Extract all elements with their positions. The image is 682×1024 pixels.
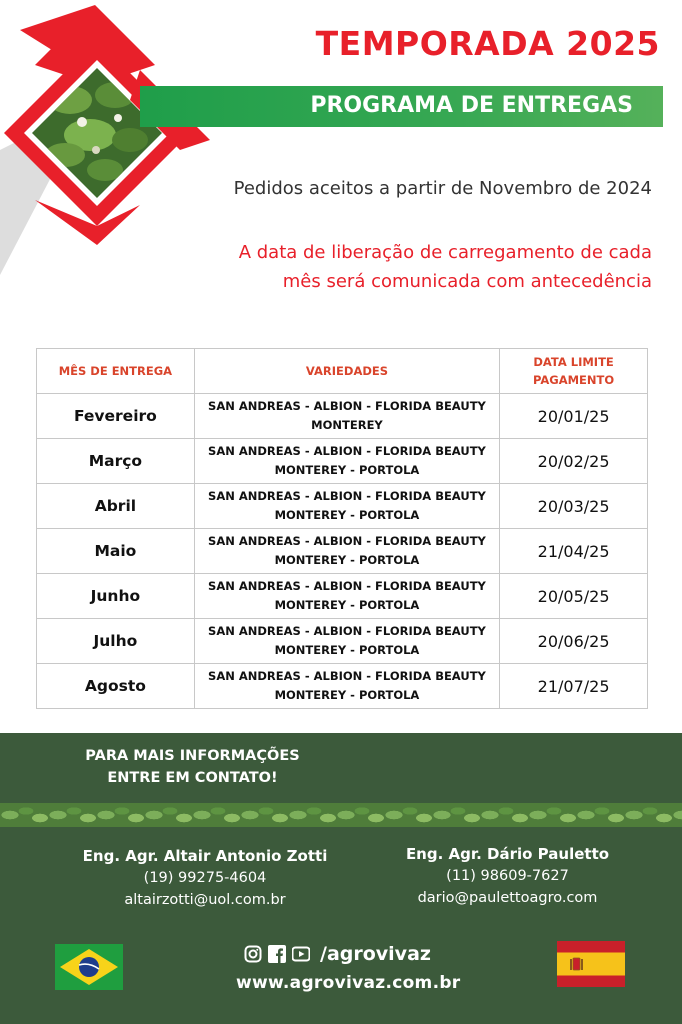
table-row <box>37 529 648 574</box>
row-date: 20/03/25 <box>500 484 648 529</box>
header-varieties: VARIEDADES <box>194 349 499 394</box>
table-row <box>37 664 648 709</box>
contact-heading-line-2: ENTRE EM CONTATO! <box>107 770 278 786</box>
row-varieties <box>194 439 499 484</box>
contact-email[interactable]: altairzotti@uol.com.br <box>124 892 286 908</box>
contact-card-zotti <box>60 845 350 911</box>
row-date: 21/04/25 <box>500 529 648 574</box>
program-banner-label: PROGRAMA DE ENTREGAS <box>310 93 633 118</box>
varieties-line-1: SAN ANDREAS - ALBION - FLORIDA BEAUTY <box>208 444 486 458</box>
row-month: Julho <box>37 619 195 664</box>
delivery-schedule-table <box>36 348 648 709</box>
header-month: MÊS DE ENTREGA <box>37 349 195 394</box>
contact-heading <box>60 745 325 789</box>
header-deadline-line-2: PAGAMENTO <box>532 373 615 387</box>
contact-phone[interactable]: (19) 99275-4604 <box>143 870 267 886</box>
contact-footer <box>0 733 682 1024</box>
release-date-note <box>239 238 652 296</box>
contact-name: Eng. Agr. Dário Pauletto <box>405 845 610 863</box>
varieties-line-1: SAN ANDREAS - ALBION - FLORIDA BEAUTY <box>208 669 486 683</box>
varieties-line-1: SAN ANDREAS - ALBION - FLORIDA BEAUTY <box>208 399 486 413</box>
varieties-line-2: MONTEREY - PORTOLA <box>274 688 420 702</box>
row-varieties <box>194 394 499 439</box>
varieties-line-1: SAN ANDREAS - ALBION - FLORIDA BEAUTY <box>208 489 486 503</box>
row-varieties <box>194 529 499 574</box>
row-month: Agosto <box>37 664 195 709</box>
row-month: Junho <box>37 574 195 619</box>
varieties-line-1: SAN ANDREAS - ALBION - FLORIDA BEAUTY <box>208 534 486 548</box>
table-row <box>37 439 648 484</box>
varieties-line-2: MONTEREY - PORTOLA <box>274 463 420 477</box>
table-header-row <box>37 349 648 394</box>
header-deadline <box>500 349 648 394</box>
row-month: Abril <box>37 484 195 529</box>
contact-email[interactable]: dario@paulettoagro.com <box>417 890 598 906</box>
website-link[interactable]: www.agrovivaz.com.br <box>236 973 461 993</box>
program-banner <box>140 86 663 127</box>
leaf-strip-decoration <box>0 803 682 827</box>
table-row <box>37 394 648 439</box>
spain-flag-icon <box>557 941 625 987</box>
release-note-line-1: A data de liberação de carregamento de cada <box>238 242 652 263</box>
varieties-line-1: SAN ANDREAS - ALBION - FLORIDA BEAUTY <box>208 579 486 593</box>
contact-heading-line-1: PARA MAIS INFORMAÇÕES <box>85 748 300 764</box>
row-varieties <box>194 664 499 709</box>
row-date: 20/06/25 <box>500 619 648 664</box>
row-date: 20/01/25 <box>500 394 648 439</box>
row-date: 20/02/25 <box>500 439 648 484</box>
varieties-line-2: MONTEREY - PORTOLA <box>274 553 420 567</box>
row-month: Março <box>37 439 195 484</box>
row-month: Fevereiro <box>37 394 195 439</box>
social-handle[interactable]: /agrovivaz <box>320 943 431 965</box>
table-row <box>37 574 648 619</box>
row-varieties <box>194 484 499 529</box>
varieties-line-2: MONTEREY - PORTOLA <box>274 643 420 657</box>
header-deadline-line-1: DATA LIMITE <box>533 355 614 369</box>
youtube-icon[interactable] <box>292 945 310 963</box>
release-note-line-2: mês será comunicada com antecedência <box>282 271 652 292</box>
row-varieties <box>194 619 499 664</box>
contact-card-pauletto <box>360 843 655 909</box>
social-links <box>244 943 431 965</box>
table-row <box>37 619 648 664</box>
row-date: 20/05/25 <box>500 574 648 619</box>
varieties-line-2: MONTEREY - PORTOLA <box>274 508 420 522</box>
facebook-icon[interactable] <box>268 945 286 963</box>
instagram-icon[interactable] <box>244 945 262 963</box>
row-varieties <box>194 574 499 619</box>
orders-accepted-text: Pedidos aceitos a partir de Novembro de 2024 <box>233 178 652 199</box>
contact-name: Eng. Agr. Altair Antonio Zotti <box>82 847 328 865</box>
varieties-line-2: MONTEREY - PORTOLA <box>274 598 420 612</box>
row-date: 21/07/25 <box>500 664 648 709</box>
table-row <box>37 484 648 529</box>
brazil-flag-icon <box>55 944 123 990</box>
season-title: TEMPORADA 2025 <box>315 24 660 63</box>
row-month: Maio <box>37 529 195 574</box>
varieties-line-1: SAN ANDREAS - ALBION - FLORIDA BEAUTY <box>208 624 486 638</box>
contact-phone[interactable]: (11) 98609-7627 <box>446 868 569 884</box>
varieties-line-2: MONTEREY <box>311 418 383 432</box>
